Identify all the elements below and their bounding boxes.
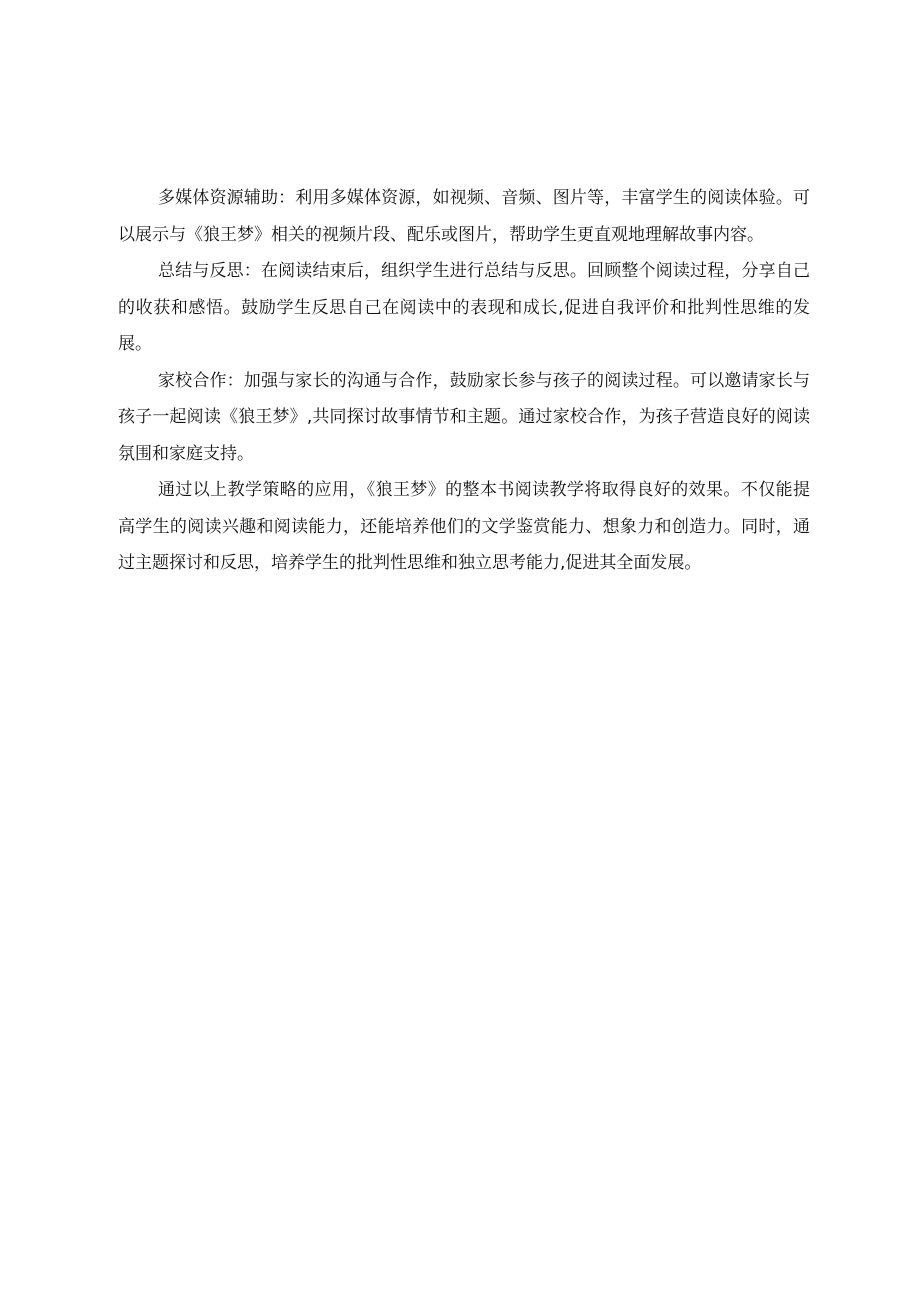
paragraph-summary-reflection: 总结与反思：在阅读结束后，组织学生进行总结与反思。回顾整个阅读过程，分享自己的收获和感悟。鼓励学生反思自己在阅读中的表现和成长,促进自我评价和批判性思维的发展。 [118, 261, 810, 354]
paragraph-conclusion: 通过以上教学策略的应用，《狼王梦》的整本书阅读教学将取得良好的效果。不仅能提高学生的阅读兴趣和阅读能力，还能培养他们的文学鉴赏能力、想象力和创造力。同时，通过主题探讨和反思，培养学生的批判性思维和独立思考能力,促进其全面发展。 [118, 480, 810, 573]
paragraph-home-school: 家校合作：加强与家长的沟通与合作，鼓励家长参与孩子的阅读过程。可以邀请家长与孩子一起阅读《狼王梦》,共同探讨故事情节和主题。通过家校合作，为孩子营造良好的阅读氛围和家庭支持。 [118, 370, 810, 464]
document-body [118, 180, 810, 582]
paragraph-multimedia: 多媒体资源辅助：利用多媒体资源，如视频、音频、图片等，丰富学生的阅读体验。可以展示与《狼王梦》相关的视频片段、配乐或图片，帮助学生更直观地理解故事内容。 [118, 188, 810, 245]
